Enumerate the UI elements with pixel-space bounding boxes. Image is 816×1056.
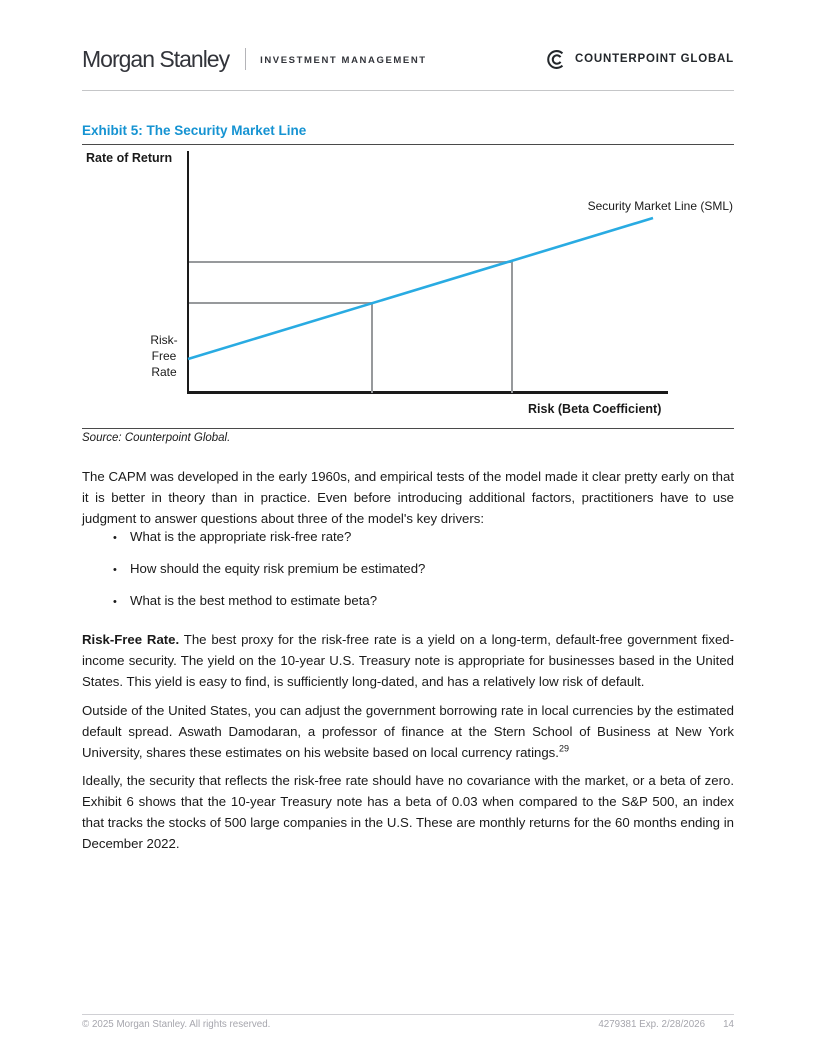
y-axis-label: Rate of Return (86, 151, 173, 165)
bullet-item-risk-free-rate (82, 528, 734, 546)
counterpoint-global-icon (545, 48, 568, 71)
source-rule (82, 428, 734, 429)
footer-page-number: 14 (723, 1019, 734, 1030)
counterpoint-global-label: COUNTERPOINT GLOBAL (575, 53, 734, 65)
brand-divider (245, 48, 246, 70)
risk-free-line-1: Risk- (150, 333, 178, 347)
header-rule (82, 90, 734, 91)
paragraph-capm-intro: The CAPM was developed in the early 1960s, and empirical tests of the model made it clear pretty early on that it is better in theory than in practice. Even before introducing additional factors, practitioners have to use judgment to answer questions about three of the model's key drivers: (82, 469, 734, 527)
paragraph-body-text: Outside of the United States, you can adjust the government borrowing rate in local currencies by the estimated default spread. Aswath Damodaran, a professor of finance at the Stern School of Business at New York University, shares these estimates on his website based on local currency ratings. (82, 703, 734, 761)
x-axis-label: Risk (Beta Coefficient) (528, 402, 662, 416)
footnote-reference: 29 (558, 743, 569, 754)
division-label: INVESTMENT MANAGEMENT (260, 54, 427, 66)
bullet-icon: • (113, 564, 117, 576)
footer-right (598, 1019, 734, 1030)
sml-line (82, 146, 734, 422)
risk-free-rate-label (142, 332, 186, 380)
bullet-item-equity-risk-premium (82, 560, 734, 578)
source-note: Source: Counterpoint Global. (82, 432, 231, 444)
bullet-item-estimate-beta (82, 592, 734, 610)
bullet-icon: • (113, 596, 117, 608)
paragraph-risk-free-rate (82, 629, 734, 692)
sml-line-label: Security Market Line (SML) (587, 199, 733, 213)
footer-copyright: © 2025 Morgan Stanley. All rights reserved. (82, 1019, 271, 1030)
bullet-text: What is the best method to estimate beta? (130, 593, 378, 608)
risk-free-line-2: Free (151, 349, 177, 363)
bullet-icon: • (113, 532, 117, 544)
counterpoint-global-brand (545, 48, 734, 71)
header (82, 45, 734, 73)
paragraph-beta-zero: Ideally, the security that reflects the risk-free rate should have no covariance with the market, or a beta of zero. Exhibit 6 shows that the 10-year Treasury note has a beta of 0.03 when compared to the S&P 500, an index that tracks the stocks of 500 large companies in the U.S. These are monthly returns for the 60 months ending in December 2022. (82, 773, 734, 852)
sml-chart (82, 146, 734, 422)
morgan-stanley-brand (82, 46, 427, 73)
exhibit-title: Exhibit 5: The Security Market Line (82, 123, 307, 138)
risk-free-line-3: Rate (151, 365, 177, 379)
footer-rule (82, 1014, 734, 1015)
exhibit-title-rule (82, 144, 734, 145)
bullet-text: What is the appropriate risk-free rate? (130, 529, 352, 544)
morgan-stanley-logo: Morgan Stanley (82, 45, 230, 72)
bullet-text: How should the equity risk premium be estimated? (130, 561, 426, 576)
paragraph-lead-bold: Risk-Free Rate. (82, 632, 180, 648)
paragraph-outside-us (82, 700, 734, 763)
paragraph-body-text: The best proxy for the risk-free rate is a yield on a long-term, default-free government fixed-income security. The yield on the 10-year U.S. Treasury note is appropriate for businesses based in the United States. This yield is easy to find, is sufficiently long-dated, and has a relatively low risk of default. (82, 632, 735, 690)
footer-doc-id: 4279381 Exp. 2/28/2026 (598, 1019, 706, 1030)
footer (82, 1019, 734, 1030)
